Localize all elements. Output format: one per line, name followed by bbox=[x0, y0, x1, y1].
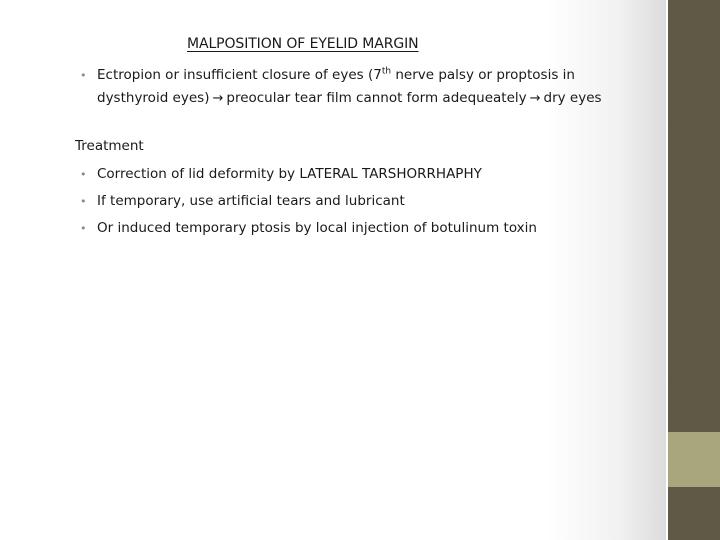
list-item bbox=[80, 188, 537, 215]
treatment-heading: Treatment bbox=[75, 138, 144, 154]
bullet-line-1 bbox=[80, 64, 665, 87]
slide-title: MALPOSITION OF EYELID MARGIN bbox=[187, 36, 419, 52]
bullet-text-d: preocular tear film cannot form adequeately bbox=[226, 90, 527, 106]
bullet-dot-icon: • bbox=[80, 69, 87, 82]
sidebar-accent-block bbox=[668, 432, 720, 487]
bullet-text-e: dry eyes bbox=[543, 90, 602, 106]
list-item bbox=[80, 215, 537, 242]
bullet-line-2 bbox=[80, 87, 665, 110]
bullet-dot-icon: • bbox=[80, 195, 87, 208]
arrow-right-icon: → bbox=[212, 91, 224, 106]
treatment-item-text: If temporary, use artificial tears and lubricant bbox=[97, 193, 405, 209]
treatment-item-text: Correction of lid deformity by LATERAL TARSHORRHAPHY bbox=[97, 166, 482, 182]
bullet-dot-icon: • bbox=[80, 222, 87, 235]
list-item bbox=[80, 161, 537, 188]
bullet-text-b: nerve palsy or proptosis in bbox=[391, 67, 575, 83]
bullet-ectropion bbox=[80, 64, 665, 110]
bullet-dot-icon: • bbox=[80, 168, 87, 181]
treatment-item-text: Or induced temporary ptosis by local injection of botulinum toxin bbox=[97, 220, 537, 236]
bullet-text-a: Ectropion or insufficient closure of eyes (7 bbox=[97, 67, 382, 83]
superscript-th: th bbox=[381, 66, 392, 77]
bullet-text-c: dysthyroid eyes) bbox=[97, 90, 210, 106]
decorative-sidebar bbox=[668, 0, 720, 540]
treatment-list bbox=[80, 161, 537, 242]
arrow-right-icon: → bbox=[529, 91, 541, 106]
